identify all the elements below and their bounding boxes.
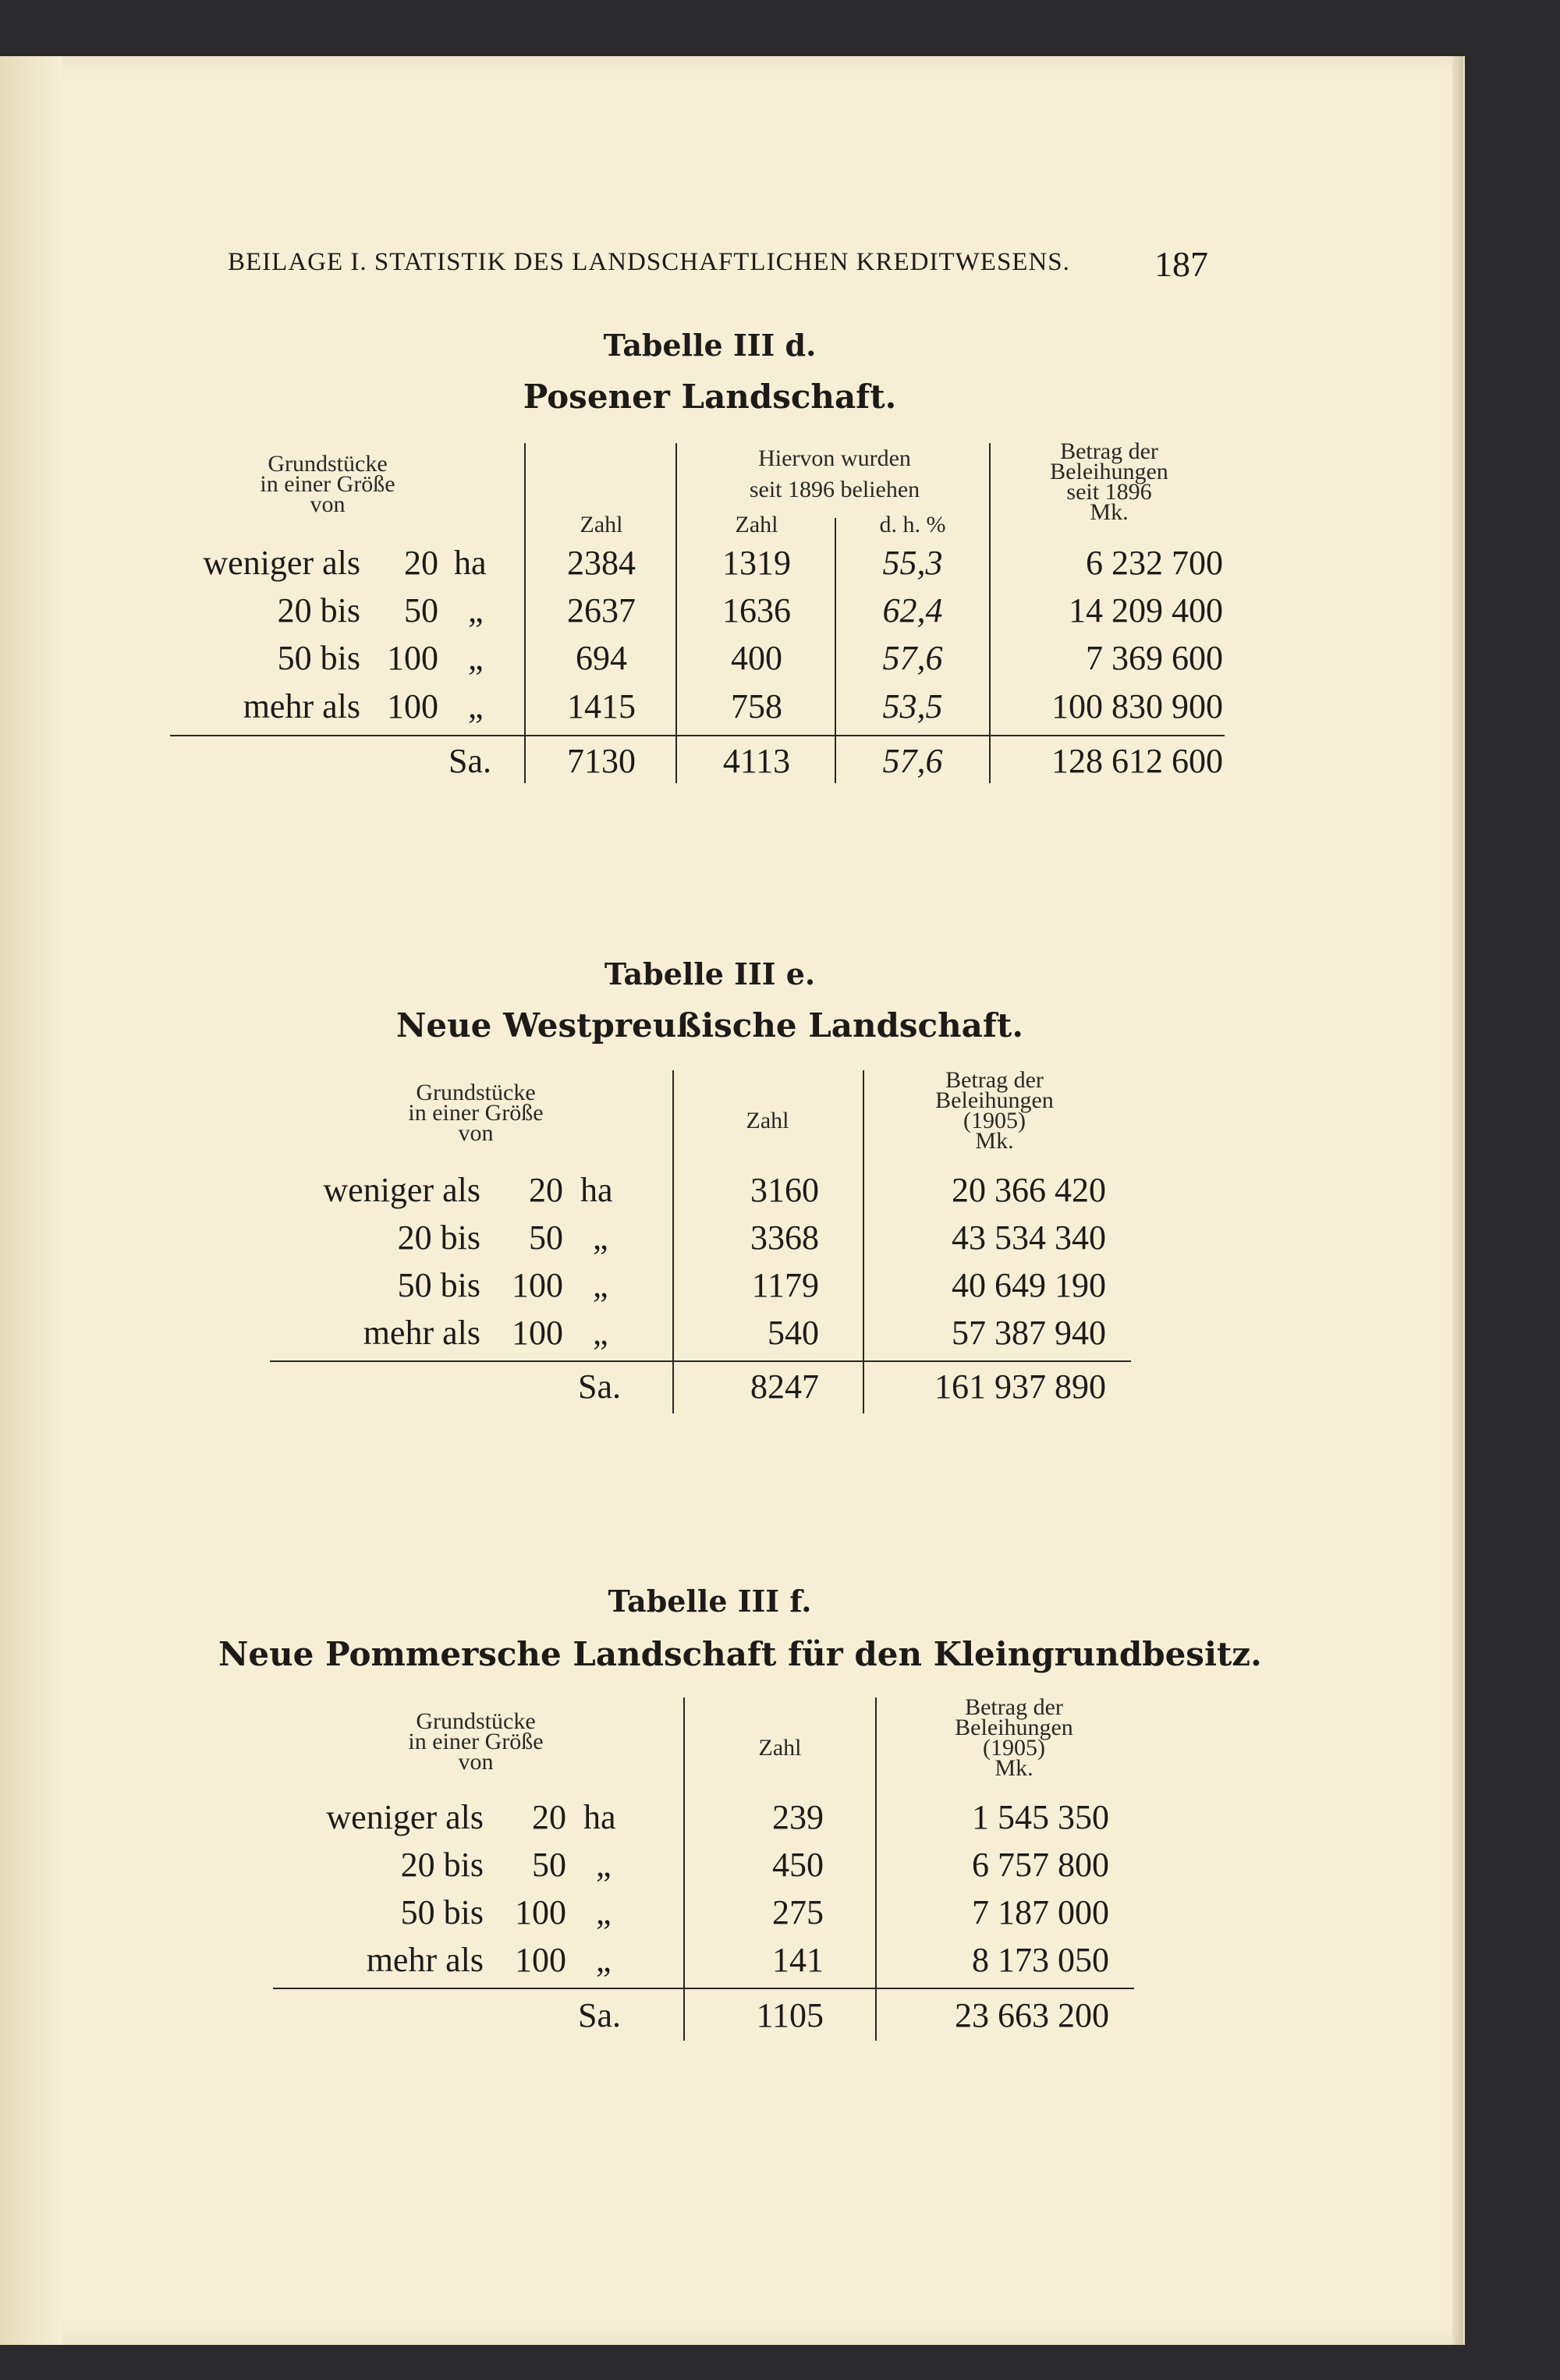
table-f-head-betrag-line4: Mk. [994,1755,1034,1781]
table-f-row-zahl: 239 [772,1798,824,1836]
table-d-head-betrag-line1: Betrag der [1060,438,1158,464]
table-e-head-betrag-line2: Beleihungen [935,1087,1054,1113]
table-d-head-zahl2: Zahl [735,512,778,537]
table-f-sum-label: Sa. [578,1996,621,2034]
table-e-head-betrag-line1: Betrag der [945,1067,1044,1093]
table-d-head-zahl: Zahl [580,512,623,537]
table-d-row-unit: „ [468,687,484,725]
table-e-head-betrag-line3: (1905) [963,1108,1026,1133]
table-d-row-num: 20 [404,544,438,582]
table-f-caption: Tabelle III f. [608,1584,812,1619]
table-e-row-unit: „ [593,1314,608,1352]
table-f-head-size [312,1708,640,1775]
table-f-row-label: 50 bis [400,1893,484,1931]
table-f-row-betrag: 7 187 000 [972,1893,1109,1931]
table-e-row-unit: „ [593,1218,608,1257]
table-e-sum-label: Sa. [578,1367,621,1406]
table-f-row-betrag: 1 545 350 [972,1798,1109,1836]
table-d-sum-zahl: 7130 [567,742,636,780]
table-e-row-zahl: 540 [768,1314,819,1352]
table-d-row-label: 50 bis [277,639,360,677]
table-d-head-size [203,451,452,517]
table-d-row-unit: „ [468,639,484,677]
table-d-caption: Tabelle III d. [603,328,817,363]
table-f-row-label: 20 bis [400,1846,484,1884]
page-right-edge [1452,56,1463,2345]
table-d-row-zahl2: 1319 [722,544,791,582]
table-f-row-unit: ha [583,1798,616,1836]
table-e-row-label: 20 bis [397,1218,480,1257]
table-e-head-size [312,1080,640,1146]
table-d-row-unit: „ [468,591,484,630]
table-f-col-divider-1 [683,1697,685,2041]
table-d-row-zahl2: 1636 [722,591,791,630]
table-f-row-zahl: 141 [772,1941,824,1979]
table-f-row-unit: „ [596,1893,612,1931]
table-e-sum-zahl: 8247 [750,1367,819,1406]
table-f-row-betrag: 6 757 800 [972,1846,1109,1884]
table-f-head-size-line3: von [458,1749,494,1775]
table-d-head-betrag-line2: Beleihungen [1050,459,1168,484]
table-f-head-zahl: Zahl [758,1735,802,1761]
table-f-row-unit: „ [596,1846,612,1884]
table-e-row-betrag: 43 534 340 [952,1218,1106,1257]
table-d-head-pct: d. h. % [879,512,946,537]
table-f-row-betrag: 8 173 050 [972,1941,1109,1979]
table-e-row-num: 20 [529,1171,563,1209]
table-d-head-size-line3: von [310,491,346,517]
table-d-row-label: weniger als [203,544,360,582]
table-d-head-betrag-line4: Mk. [1090,499,1129,525]
table-f-title: Neue Pommersche Landschaft für den Kleingrundbesitz. [218,1635,1262,1673]
table-d-sum-pct: 57,6 [882,742,943,780]
table-e-head-betrag [866,1067,1123,1154]
table-e-row-unit: „ [593,1266,608,1304]
table-e-head-size-line2: in einer Größe [408,1100,544,1126]
table-d-row-zahl: 1415 [567,687,636,725]
table-f-sum-betrag: 23 663 200 [955,1996,1109,2034]
table-d-row-pct: 62,4 [882,591,943,630]
table-e-sum-rule [270,1360,1131,1362]
table-f-row-num: 50 [532,1846,566,1884]
table-e-row-betrag: 57 387 940 [952,1314,1106,1352]
table-e-row-zahl: 1179 [751,1266,819,1304]
table-d-row-zahl: 2637 [567,591,636,630]
table-e-sum-betrag: 161 937 890 [934,1367,1106,1406]
table-f-row-num: 100 [515,1893,566,1931]
table-e-row-betrag: 40 649 190 [952,1266,1106,1304]
table-e-col-divider-1 [672,1070,674,1413]
table-d-row-zahl: 2384 [567,544,636,582]
table-d-sum-zahl2: 4113 [722,742,791,780]
table-d-row-pct: 53,5 [882,687,943,725]
table-e-row-zahl: 3160 [750,1171,819,1209]
table-d-row-betrag: 7 369 600 [1086,639,1223,677]
table-f-head-size-line1: Grundstücke [416,1708,536,1734]
table-d-head-hiervon [679,443,991,505]
table-e-head-zahl: Zahl [746,1108,789,1133]
table-d-row-betrag: 6 232 700 [1086,544,1223,582]
table-d-sum-label: Sa. [448,742,491,780]
table-f-row-unit: „ [596,1941,612,1979]
table-e-row-betrag: 20 366 420 [952,1171,1106,1209]
table-f-sum-rule [273,1988,1134,1989]
table-e-row-num: 100 [512,1314,563,1352]
table-d-row-zahl2: 400 [731,639,782,677]
table-f-row-num: 20 [532,1798,566,1836]
table-e-row-zahl: 3368 [750,1218,819,1257]
table-d-row-pct: 55,3 [882,544,943,582]
table-d-sum-betrag: 128 612 600 [1051,742,1223,780]
table-d-row-unit: ha [454,544,487,582]
page-number: 187 [1154,244,1208,284]
table-d-col-divider-4 [989,443,991,783]
table-e-head-size-line3: von [458,1120,494,1146]
table-d-row-label: mehr als [243,687,360,725]
table-f-row-num: 100 [515,1941,566,1979]
table-d-head-betrag-line3: seit 1896 [1066,479,1152,505]
table-e-row-num: 50 [529,1218,563,1257]
table-d-row-num: 50 [404,591,438,630]
table-e-caption: Tabelle III e. [604,956,816,991]
table-e-row-label: weniger als [323,1171,480,1209]
table-d-row-label: 20 bis [277,591,360,630]
table-f-col-divider-2 [875,1697,877,2041]
table-e-row-label: 50 bis [397,1266,480,1304]
table-d-sum-rule [170,735,1225,736]
table-d-head-hiervon-line2: seit 1896 beliehen [749,477,920,502]
table-d-title: Posener Landschaft. [523,378,897,416]
table-e-title: Neue Westpreußische Landschaft. [396,1006,1023,1045]
table-e-row-num: 100 [512,1266,563,1304]
table-d-row-zahl: 694 [576,639,627,677]
table-d-row-pct: 57,6 [882,639,943,677]
table-f-head-betrag-line3: (1905) [983,1735,1045,1761]
table-d-head-hiervon-line1: Hiervon wurden [758,445,911,471]
table-d-head-size-line1: Grundstücke [268,451,388,477]
table-e-head-size-line1: Grundstücke [416,1080,536,1105]
table-d-row-betrag: 100 830 900 [1051,687,1223,725]
table-d-row-zahl2: 758 [731,687,782,725]
table-d-col-divider-1 [524,443,526,783]
running-header: BEILAGE I. STATISTIK DES LANDSCHAFTLICHEN KREDITWESENS. [228,248,1070,276]
table-f-head-betrag [881,1694,1147,1781]
table-f-sum-zahl: 1105 [756,1996,824,2034]
table-f-row-label: mehr als [366,1941,484,1979]
table-e-row-label: mehr als [363,1314,480,1352]
table-f-row-zahl: 450 [772,1846,824,1884]
table-f-head-betrag-line1: Betrag der [965,1694,1063,1720]
page-gutter-shadow [0,56,62,2345]
table-d-head-size-line2: in einer Größe [260,471,395,497]
table-d-head-betrag [992,438,1226,525]
table-d-row-num: 100 [387,639,438,677]
table-e-col-divider-2 [863,1070,864,1413]
table-d-col-divider-2 [675,443,677,783]
table-d-row-num: 100 [387,687,438,725]
table-e-head-betrag-line4: Mk. [975,1128,1014,1154]
table-e-row-unit: ha [580,1171,613,1209]
table-f-head-betrag-line2: Beleihungen [955,1715,1073,1740]
table-f-row-label: weniger als [326,1798,484,1836]
table-d-row-betrag: 14 209 400 [1069,591,1223,630]
table-f-head-size-line2: in einer Größe [408,1729,544,1754]
table-f-row-zahl: 275 [772,1893,824,1931]
